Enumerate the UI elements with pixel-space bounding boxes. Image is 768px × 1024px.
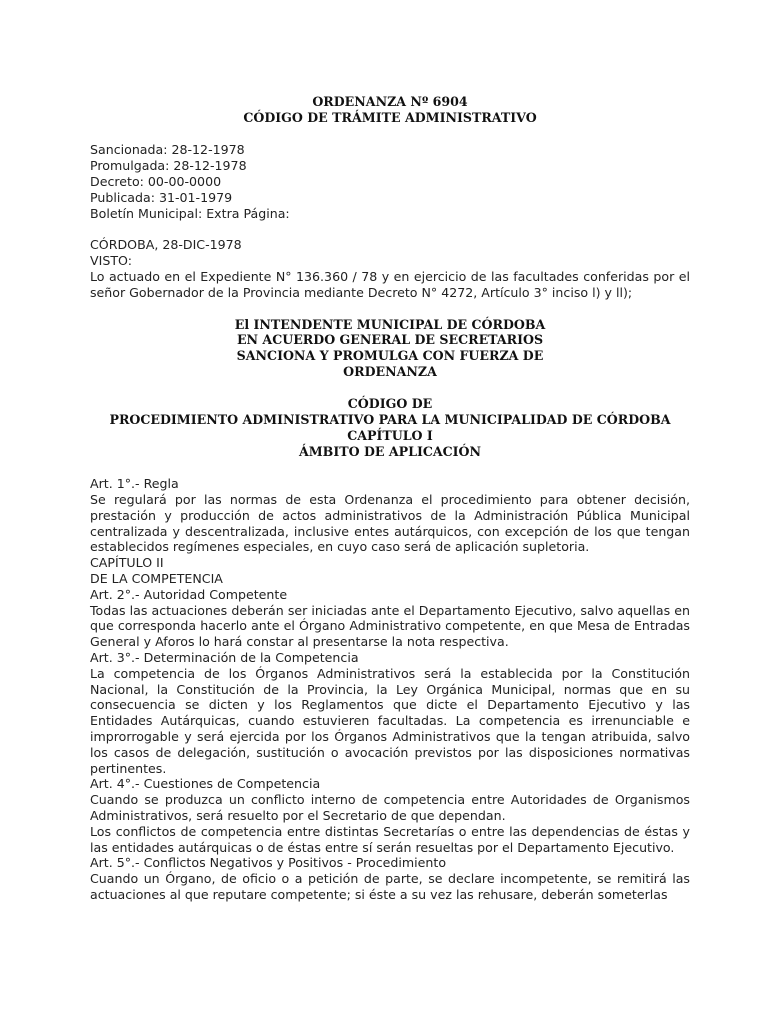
document-title: CÓDIGO DE TRÁMITE ADMINISTRATIVO bbox=[243, 109, 537, 125]
intendente-heading bbox=[90, 317, 690, 380]
meta-sancionada: Sancionada: 28-12-1978 bbox=[90, 142, 245, 158]
article-paragraph: Cuando un Órgano, de oficio o a petición de parte, se declare incompetente, se remitirá las actuaciones al que reputare competente; si éste a su vez las rehusare, deberán someterlas bbox=[90, 871, 690, 902]
document-page bbox=[90, 94, 690, 903]
chapter-heading: CAPÍTULO II bbox=[90, 555, 164, 571]
article-paragraph: Cuando se produzca un conflicto interno de competencia entre Autoridades de Organismos Administrativos, será resuelto por el Secretario de que dependan. bbox=[90, 792, 690, 823]
articles-body bbox=[90, 476, 690, 903]
heading-line: SANCIONA Y PROMULGA CON FUERZA DE bbox=[236, 347, 544, 363]
visto-text: Lo actuado en el Expediente N° 136.360 / 78 y en ejercicio de las facultades conferidas por el señor Gobernador de la Provincia mediante Decreto N° 4272, Artículo 3° inciso l) y ll); bbox=[90, 268, 690, 300]
ordinance-number: ORDENANZA Nº 6904 bbox=[312, 94, 468, 109]
article-paragraph: Todas las actuaciones deberán ser iniciadas ante el Departamento Ejecutivo, salvo aquellas en que corresponda hacerlo ante el Órgano Administrativo competente, en que Mesa de Entradas General y Aforos lo hará constar al presentarse la nota respectiva. bbox=[90, 602, 690, 650]
heading-line: CÓDIGO DE bbox=[347, 396, 433, 412]
place-date: CÓRDOBA, 28-DIC-1978 bbox=[90, 237, 242, 253]
article-paragraph: Se regulará por las normas de esta Ordenanza el procedimiento para obtener decisión, prestación y producción de actos administrativos de la Administración Pública Municipal centralizada y descentralizada, inclusive entes autárquicos, con excepción de los que tengan establecidos regímenes especiales, en cuyo caso será de aplicación supletoria. bbox=[90, 492, 690, 555]
heading-line: ORDENANZA bbox=[343, 363, 437, 379]
heading-line: EN ACUERDO GENERAL DE SECRETARIOS bbox=[236, 332, 544, 348]
meta-decreto: Decreto: 00-00-0000 bbox=[90, 174, 222, 189]
article-heading: Art. 5°.- Conflictos Negativos y Positivos - Procedimiento bbox=[90, 855, 447, 871]
meta-promulgada: Promulgada: 28-12-1978 bbox=[90, 158, 247, 174]
visto-label: VISTO: bbox=[90, 253, 132, 269]
heading-line: El INTENDENTE MUNICIPAL DE CÓRDOBA bbox=[234, 316, 546, 332]
article-heading: Art. 1°.- Regla bbox=[90, 476, 179, 492]
meta-publicada: Publicada: 31-01-1979 bbox=[90, 189, 233, 205]
heading-line: PROCEDIMIENTO ADMINISTRATIVO PARA LA MUNICIPALIDAD DE CÓRDOBA bbox=[109, 412, 671, 428]
article-paragraph: Los conflictos de competencia entre distintas Secretarías o entre las dependencias de éstas y las entidades autárquicas o de éstas entre sí serán resueltas por el Departamento Ejecutivo. bbox=[90, 823, 690, 855]
chapter-heading: DE LA COMPETENCIA bbox=[90, 570, 223, 586]
article-paragraph: La competencia de los Órganos Administrativos será la establecida por la Constitución Nacional, la Constitución de la Provincia, la Ley Orgánica Municipal, normas que en su consecuencia se dicten y los Reglamentos que dicte el Departamento Ejecutivo y las Entidades Autárquicas, cuando estuvieren facultadas. La competencia es irrenunciable e improrrogable y será ejercida por los Órganos Administrativos que la tengan atribuida, salvo los casos de delegación, sustitución o avocación previstos por las disposiciones normativas pertinentes. bbox=[90, 665, 690, 776]
meta-boletin: Boletín Municipal: Extra Página: bbox=[90, 205, 290, 221]
metadata-block bbox=[90, 142, 690, 221]
codigo-heading bbox=[90, 396, 690, 459]
chapter-title: CAPÍTULO I bbox=[347, 427, 433, 443]
article-heading: Art. 3°.- Determinación de la Competencia bbox=[90, 649, 359, 665]
chapter-subtitle: ÁMBITO DE APLICACIÓN bbox=[298, 443, 482, 459]
article-heading: Art. 2°.- Autoridad Competente bbox=[90, 586, 288, 602]
article-heading: Art. 4°.- Cuestiones de Competencia bbox=[90, 776, 321, 792]
